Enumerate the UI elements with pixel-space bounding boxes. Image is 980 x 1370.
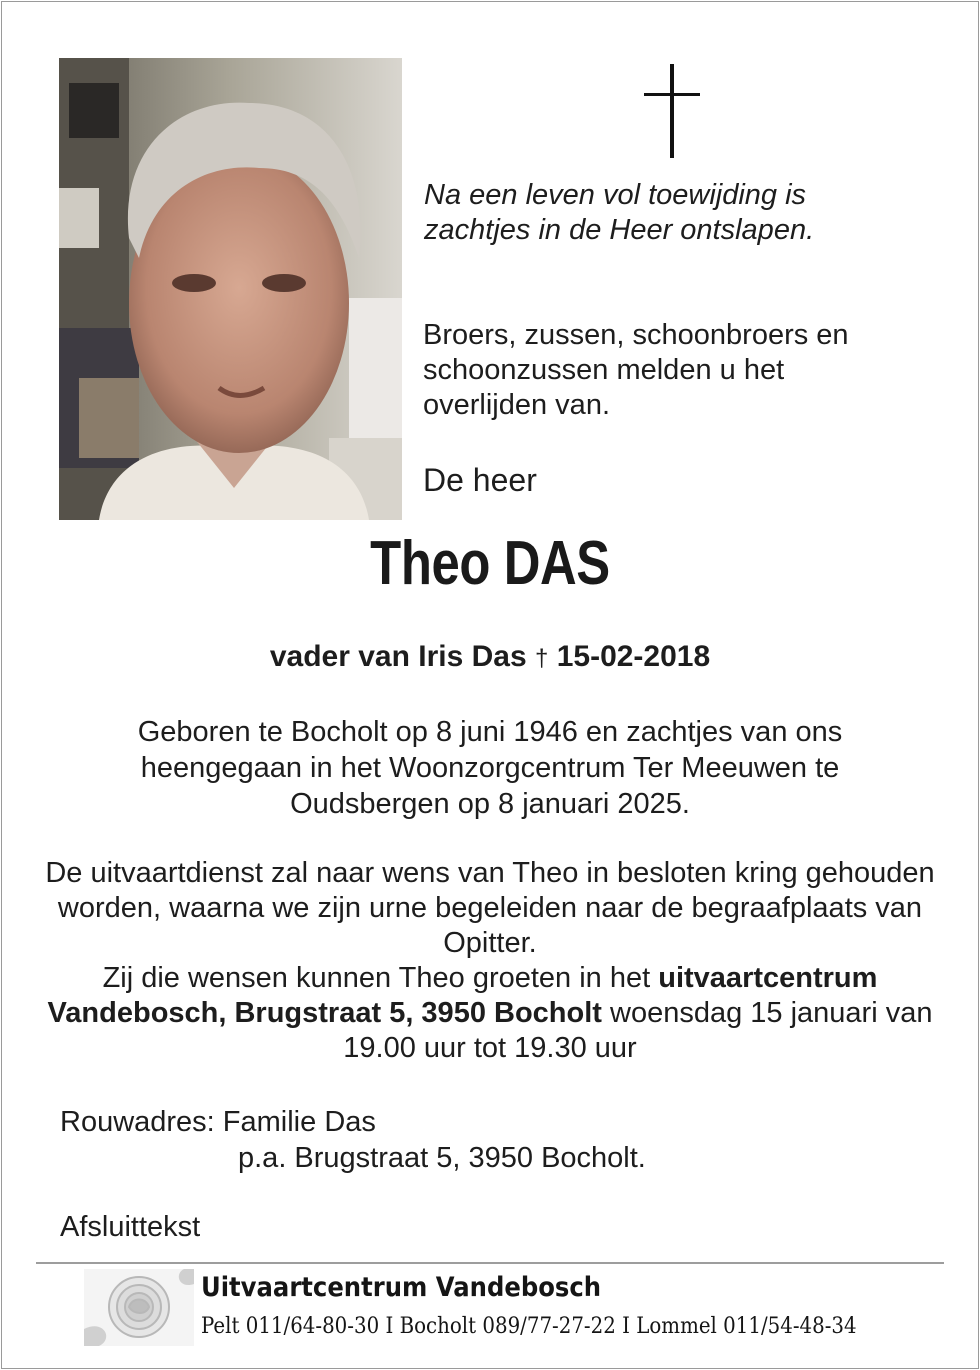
relation-line [0,640,980,674]
dagger-icon: † [535,645,549,672]
cross-icon [644,64,700,158]
closing-text: Afsluittekst [60,1211,201,1243]
rose-icon [84,1269,194,1346]
deceased-name: Theo DAS [370,529,610,598]
relation-date: 15-02-2018 [556,640,711,673]
relation-text: vader van Iris Das [269,640,527,673]
greet-location: uitvaartcentrum Vandebosch, Brugstraat 5, 3950 Bocholt [47,962,878,1029]
mourning-address-line1: Rouwadres: Familie Das [60,1106,376,1138]
service-text: De uitvaartdienst zal naar wens van Theo in besloten kring gehouden worden, waarna we zijn urne begeleiden naar de begraafplaats van Opitter. [45,857,935,959]
portrait-photo [59,58,402,520]
company-name: Uitvaartcentrum Vandebosch [201,1272,602,1303]
funeral-text [40,856,940,1066]
intro-text: Na een leven vol toewijding is zachtjes in de Heer ontslapen. [424,179,815,246]
birth-death-text: Geboren te Bocholt op 8 juni 1946 en zachtjes van ons heengegaan in het Woonzorgcentrum Ter Meeuwen te Oudsbergen op 8 januari 2025. [137,716,843,820]
mourning-address-line2: p.a. Brugstraat 5, 3950 Bocholt. [238,1142,646,1174]
greet-prefix: Zij die wensen kunnen Theo groeten in het [102,962,659,994]
greet-suffix: woensdag 15 januari van 19.00 uur tot 19.30 uur [343,997,933,1064]
salutation: De heer [423,462,537,498]
family-announcement: Broers, zussen, schoonbroers en schoonzussen melden u het overlijden van. [423,319,849,421]
footer-divider [36,1262,944,1264]
company-contacts: Pelt 011/64-80-30 I Bocholt 089/77-27-22 I Lommel 011/54-48-34 [201,1314,857,1339]
